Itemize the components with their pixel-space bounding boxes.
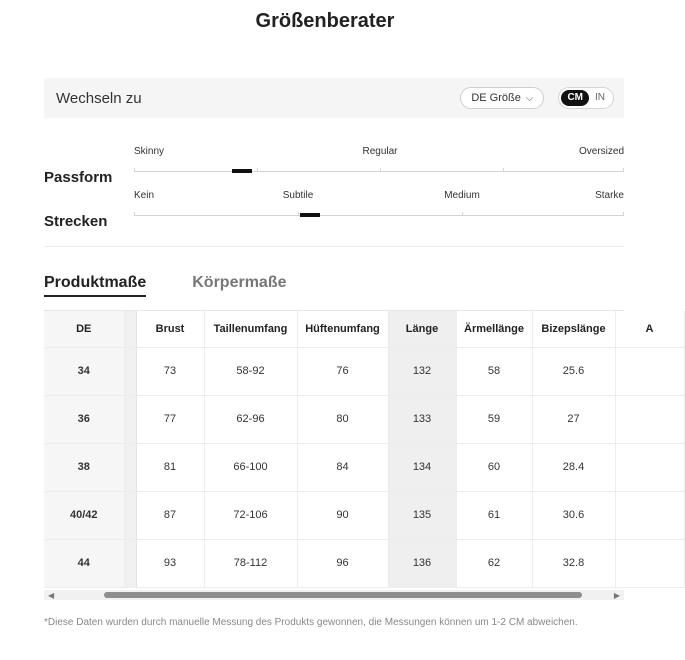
size-table-container[interactable]: [44, 310, 654, 588]
size-system-dropdown[interactable]: [460, 87, 544, 109]
fit-scale: [134, 146, 624, 178]
stretch-row: [44, 190, 624, 230]
column-header: Bizepslänge: [532, 311, 615, 347]
measurement-footnote: *Diese Daten wurden durch manuelle Messung des Produkts gewonnen, die Messungen können um 1-2 CM abweichen.: [44, 617, 578, 628]
fit-tick: [134, 168, 135, 172]
unit-toggle: [558, 87, 614, 109]
stretch-scale-line: [134, 215, 624, 216]
table-cell: 76: [297, 347, 388, 395]
table-cell: [615, 539, 684, 587]
fit-tick: [503, 168, 504, 172]
table-cell: 58-92: [204, 347, 297, 395]
table-cell: [615, 347, 684, 395]
table-cell: 62: [456, 539, 532, 587]
chevron-down-icon: ⌵: [525, 92, 534, 104]
table-cell: 62-96: [204, 395, 297, 443]
fit-tick: [623, 168, 624, 172]
table-cell: 36: [44, 395, 124, 443]
table-cell: 60: [456, 443, 532, 491]
table-cell: 134: [388, 443, 456, 491]
horizontal-scrollbar[interactable]: [44, 590, 624, 600]
stretch-tick: [462, 212, 463, 216]
sticky-column-divider: [124, 443, 136, 491]
fit-scale-label-skinny: Skinny: [134, 146, 165, 157]
table-row: [44, 539, 684, 587]
stretch-scale-label-kein: Kein: [134, 190, 155, 201]
table-cell: 84: [297, 443, 388, 491]
table-cell: 32.8: [532, 539, 615, 587]
table-cell: 44: [44, 539, 124, 587]
sticky-column-divider: [124, 395, 136, 443]
table-cell: 73: [136, 347, 204, 395]
table-cell: 78-112: [204, 539, 297, 587]
table-cell: 61: [456, 491, 532, 539]
table-cell: 77: [136, 395, 204, 443]
table-cell: 27: [532, 395, 615, 443]
table-cell: 81: [136, 443, 204, 491]
scroll-right-arrow-icon[interactable]: ▶: [613, 591, 620, 600]
table-cell: 90: [297, 491, 388, 539]
stretch-scale-label-starke: Starke: [595, 190, 624, 201]
table-cell: 87: [136, 491, 204, 539]
table-cell: 93: [136, 539, 204, 587]
column-header: DE: [44, 311, 124, 347]
table-cell: 30.6: [532, 491, 615, 539]
unit-in-button[interactable]: IN: [595, 92, 605, 103]
table-cell: 38: [44, 443, 124, 491]
table-cell: 136: [388, 539, 456, 587]
fit-scale-label-regular: Regular: [362, 146, 398, 157]
fit-row: [44, 146, 624, 186]
table-cell: [615, 395, 684, 443]
section-divider: [44, 246, 624, 247]
table-cell: 80: [297, 395, 388, 443]
unit-cm-button[interactable]: CM: [561, 90, 589, 106]
stretch-tick: [298, 212, 299, 216]
switch-label: Wechseln zu: [56, 89, 142, 107]
fit-marker: [232, 169, 252, 173]
stretch-scale-label-subtile: Subtile: [282, 190, 314, 201]
unit-switch-bar: [44, 78, 624, 118]
table-cell: 59: [456, 395, 532, 443]
column-header: Ärmellänge: [456, 311, 532, 347]
table-cell: 132: [388, 347, 456, 395]
fit-scale-line: [134, 171, 624, 172]
table-cell: 40/42: [44, 491, 124, 539]
table-cell: [615, 443, 684, 491]
fit-label: Passform: [44, 169, 113, 186]
tab-body-measurements[interactable]: Körpermaße: [192, 274, 287, 291]
column-header: Länge: [388, 311, 456, 347]
column-header: Brust: [136, 311, 204, 347]
table-cell: 133: [388, 395, 456, 443]
table-row: [44, 395, 684, 443]
table-cell: 34: [44, 347, 124, 395]
scrollbar-thumb[interactable]: [104, 592, 582, 598]
table-header-row: [44, 311, 684, 347]
table-cell: 25.6: [532, 347, 615, 395]
stretch-tick: [623, 212, 624, 216]
table-cell: 72-106: [204, 491, 297, 539]
sticky-column-divider: [124, 539, 136, 587]
sticky-column-divider: [124, 311, 136, 347]
stretch-label: Strecken: [44, 213, 108, 230]
table-cell: 66-100: [204, 443, 297, 491]
column-header: A: [615, 311, 684, 347]
column-header: Taillenumfang: [204, 311, 297, 347]
sticky-column-divider: [124, 491, 136, 539]
size-system-value: DE Größe: [471, 92, 521, 104]
table-cell: [615, 491, 684, 539]
stretch-tick: [134, 212, 135, 216]
stretch-scale-label-medium: Medium: [444, 190, 480, 201]
fit-tick: [380, 168, 381, 172]
table-cell: 58: [456, 347, 532, 395]
sticky-column-divider: [124, 347, 136, 395]
table-row: [44, 443, 684, 491]
table-cell: 96: [297, 539, 388, 587]
table-row: [44, 347, 684, 395]
fit-scale-label-oversized: Oversized: [578, 146, 624, 157]
table-cell: 135: [388, 491, 456, 539]
page-title: Größenberater: [255, 10, 395, 32]
stretch-scale: [134, 190, 624, 222]
size-table: [44, 311, 685, 588]
tab-product-measurements[interactable]: Produktmaße: [44, 274, 146, 297]
column-header: Hüftenumfang: [297, 311, 388, 347]
table-row: [44, 491, 684, 539]
scroll-left-arrow-icon[interactable]: ◀: [48, 591, 55, 600]
table-cell: 28.4: [532, 443, 615, 491]
fit-tick: [257, 168, 258, 172]
stretch-marker: [300, 213, 320, 217]
measurement-tabs: [44, 274, 287, 297]
